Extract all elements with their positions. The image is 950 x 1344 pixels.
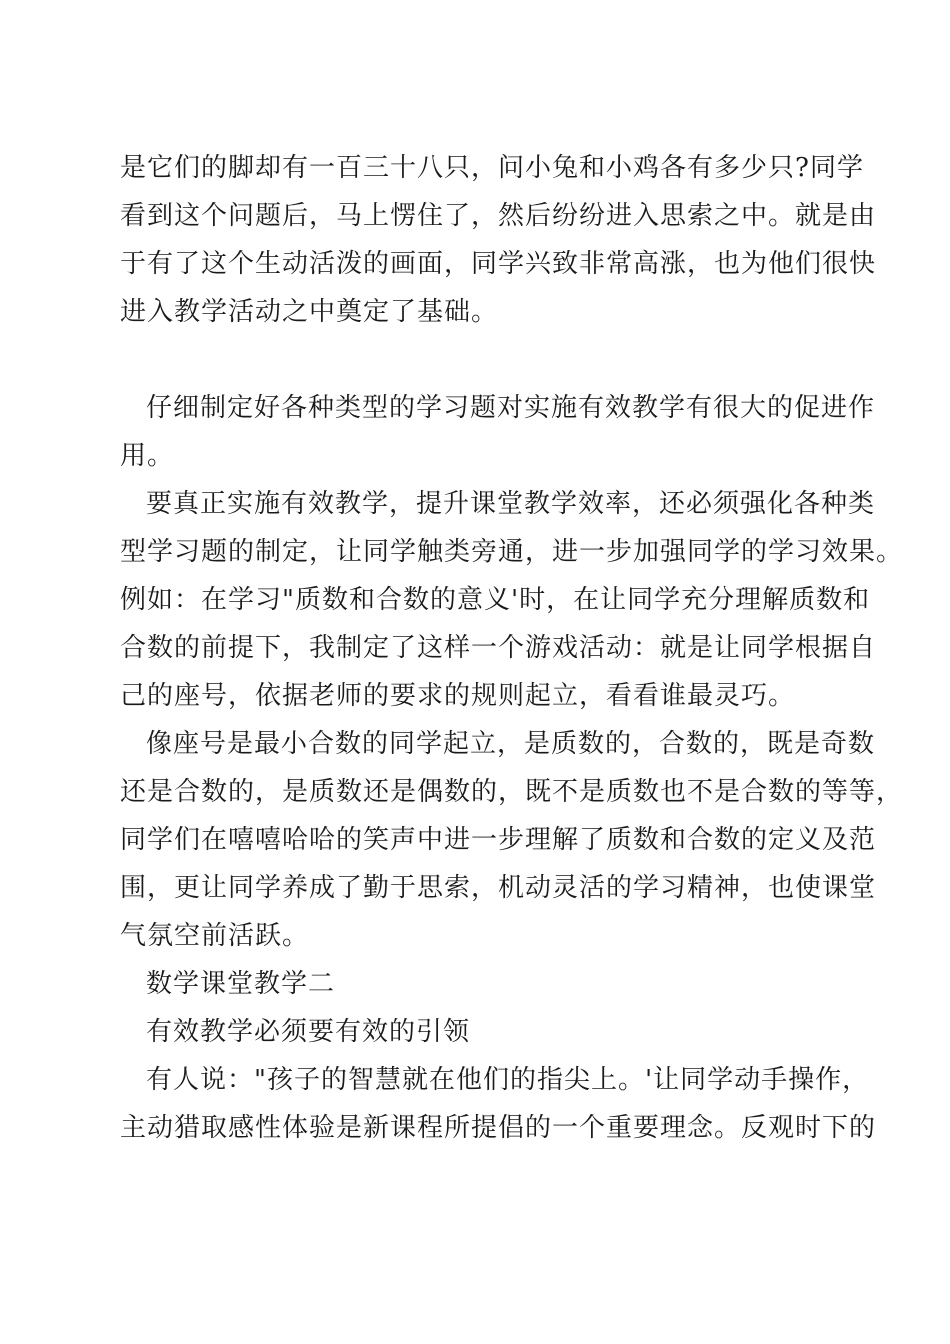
text-line: 是它们的脚却有一百三十八只，问小兔和小鸡各有多少只?同学: [120, 153, 864, 183]
paragraph-3: [120, 480, 904, 720]
text-line: 围，更让同学养成了勤于思索，机动灵活的学习精神，也使课堂: [120, 873, 877, 903]
text-line: 进入教学活动之中奠定了基础。: [120, 297, 499, 327]
text-line: 同学们在嘻嘻哈哈的笑声中进一步理解了质数和合数的定义及范: [120, 825, 877, 855]
paragraph-2: [120, 384, 876, 480]
text-line: 己的座号，依据老师的要求的规则起立，看看谁最灵巧。: [120, 681, 796, 711]
paragraph-1: [120, 144, 877, 336]
text-line: 主动猎取感性体验是新课程所提倡的一个重要理念。反观时下的: [120, 1113, 877, 1143]
text-line: 像座号是最小合数的同学起立，是质数的，合数的，既是奇数: [146, 729, 876, 759]
section-heading: 数学课堂教学二: [146, 969, 336, 999]
text-line: 用。: [120, 441, 175, 471]
text-line: 要真正实施有效教学，提升课堂教学效率，还必须强化各种类: [146, 489, 876, 519]
paragraph-5: [120, 1056, 877, 1152]
paragraph-4: [120, 720, 904, 960]
paragraph-gap: [120, 336, 840, 384]
text-line: 例如：在学习"质数和合数的意义'时，在让同学充分理解质数和: [120, 585, 871, 615]
text-line: 气氛空前活跃。: [120, 921, 310, 951]
text-line: 看到这个问题后，马上愣住了，然后纷纷进入思索之中。就是由: [120, 201, 877, 231]
text-line: 有人说："孩子的智慧就在他们的指尖上。'让同学动手操作，: [146, 1065, 870, 1095]
text-line: 仔细制定好各种类型的学习题对实施有效教学有很大的促进作: [146, 393, 876, 423]
text-line: 于有了这个生动活泼的画面，同学兴致非常高涨，也为他们很快: [120, 249, 877, 279]
text-line: 型学习题的制定，让同学触类旁通，进一步加强同学的学习效果。: [120, 537, 904, 567]
subsection-heading: 有效教学必须要有效的引领: [146, 1017, 471, 1047]
text-line: 合数的前提下，我制定了这样一个游戏活动：就是让同学根据自: [120, 633, 877, 663]
text-line: 还是合数的，是质数还是偶数的，既不是质数也不是合数的等等，: [120, 777, 904, 807]
document-body: [120, 144, 904, 1152]
